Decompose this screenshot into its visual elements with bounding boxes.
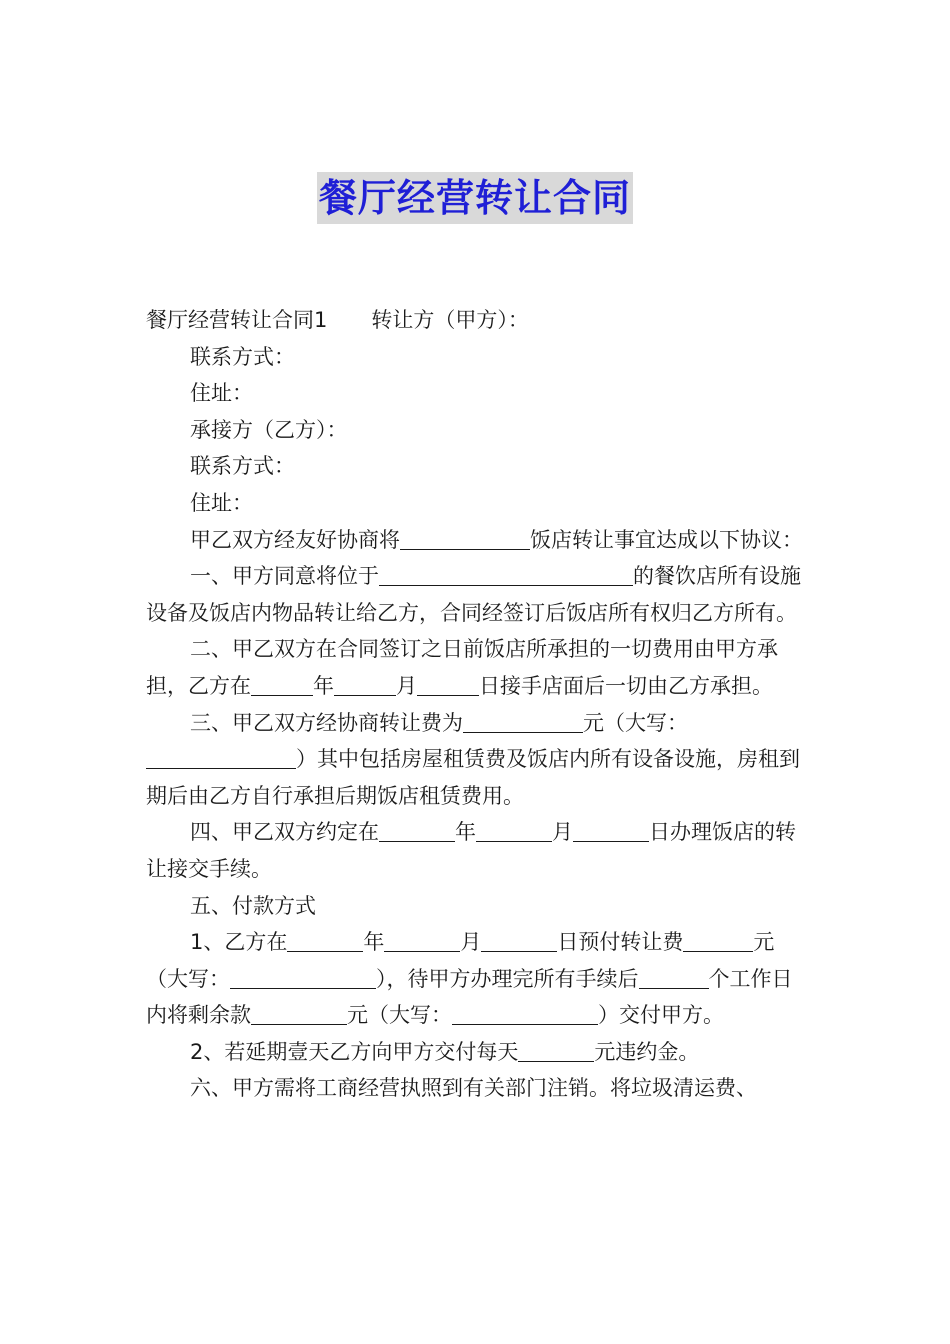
day-blank[interactable] — [481, 929, 557, 952]
header-line — [146, 302, 808, 339]
payment-item-1 — [146, 924, 808, 1034]
year-blank[interactable] — [379, 819, 455, 842]
document-title: 餐厅经营转让合同 — [317, 172, 633, 224]
clause-3-text-a: 三、甲乙双方经协商转让费为 — [190, 710, 463, 735]
remaining-uppercase-blank[interactable] — [452, 1002, 598, 1025]
party-b-line: 承接方（乙方）： — [190, 417, 348, 442]
location-blank[interactable] — [379, 563, 633, 586]
document-body — [146, 302, 808, 1107]
address-line-a: 住址： — [190, 381, 253, 406]
contact-line-a: 联系方式： — [190, 344, 295, 369]
fee-uppercase-blank[interactable] — [146, 746, 296, 769]
intro-text-a: 甲乙双方经友好协商将 — [190, 527, 400, 552]
day-blank[interactable] — [573, 819, 649, 842]
year-blank[interactable] — [287, 929, 363, 952]
clause-1 — [146, 558, 808, 631]
payment-1-text-b: 日预付转让费 — [557, 930, 684, 955]
payment-1-text-a: 1、乙方在 — [190, 930, 288, 955]
payment-1-text-c: 元（大写： — [146, 930, 775, 991]
month-blank[interactable] — [334, 673, 396, 696]
payment-1-text-e: 个工作日内将剩余款 — [146, 966, 793, 1028]
year-label: 年 — [313, 673, 334, 698]
workdays-blank[interactable] — [639, 966, 709, 989]
restaurant-name-blank[interactable] — [400, 527, 530, 550]
month-label: 月 — [552, 820, 573, 845]
intro-text-b: 饭店转让事宜达成以下协议： — [530, 527, 803, 552]
title-wrap — [0, 172, 950, 224]
prepay-blank[interactable] — [683, 929, 753, 952]
month-label: 月 — [460, 930, 482, 955]
payment-2-text-b: 元违约金。 — [594, 1039, 700, 1064]
payment-1-text-f: 元（大写： — [347, 1003, 452, 1028]
clause-3-text-b: 元（大写： — [583, 710, 688, 735]
address-line-b: 住址： — [190, 490, 253, 515]
clause-4-text-a: 四、甲乙双方约定在 — [190, 820, 379, 845]
month-label: 月 — [396, 673, 417, 698]
payment-item-2 — [146, 1034, 808, 1071]
clause-2 — [146, 631, 808, 704]
payment-1-text-g: ）交付甲方。 — [598, 1003, 724, 1028]
clause-4-text-b: 日办理饭店的转让接交手续。 — [146, 820, 796, 881]
intro-paragraph — [146, 522, 808, 559]
clause-2-text-a: 二、甲乙双方在合同签订之日前饭店所承担的一切费用由甲方承担，乙方在 — [146, 637, 778, 698]
year-label: 年 — [363, 930, 385, 955]
contract-number-label: 餐厅经营转让合同1 — [146, 308, 328, 332]
month-blank[interactable] — [384, 929, 460, 952]
day-blank[interactable] — [417, 673, 479, 696]
clause-4 — [146, 814, 808, 887]
clause-2-text-b: 日接手店面后一切由乙方承担。 — [479, 673, 773, 698]
month-blank[interactable] — [476, 819, 552, 842]
clause-1-text-b: 的餐饮店所有设施设备及饭店内物品转让给乙方，合同经签订后饭店所有权归乙方所有。 — [146, 564, 801, 625]
remaining-blank[interactable] — [251, 1002, 347, 1025]
penalty-blank[interactable] — [518, 1039, 594, 1062]
party-a-label: 转让方（甲方）： — [371, 308, 529, 332]
year-label: 年 — [455, 820, 476, 845]
payment-2-text-a: 2、若延期壹天乙方向甲方交付每天 — [190, 1039, 519, 1064]
clause-1-text-a: 一、甲方同意将位于 — [190, 564, 379, 589]
year-blank[interactable] — [251, 673, 313, 696]
clause-5-heading: 五、付款方式 — [190, 893, 316, 918]
fee-blank[interactable] — [463, 710, 583, 733]
clause-3-text-c: ）其中包括房屋租赁费及饭店内所有设备设施，房租到期后由乙方自行承担后期饭店租赁费用。 — [146, 747, 800, 808]
clause-3 — [146, 705, 808, 815]
clause-6: 六、甲方需将工商经营执照到有关部门注销。将垃圾清运费、 — [190, 1076, 757, 1101]
prepay-uppercase-blank[interactable] — [230, 966, 376, 989]
payment-1-text-d: ），待甲方办理完所有手续后 — [376, 966, 639, 991]
contact-line-b: 联系方式： — [190, 454, 295, 479]
